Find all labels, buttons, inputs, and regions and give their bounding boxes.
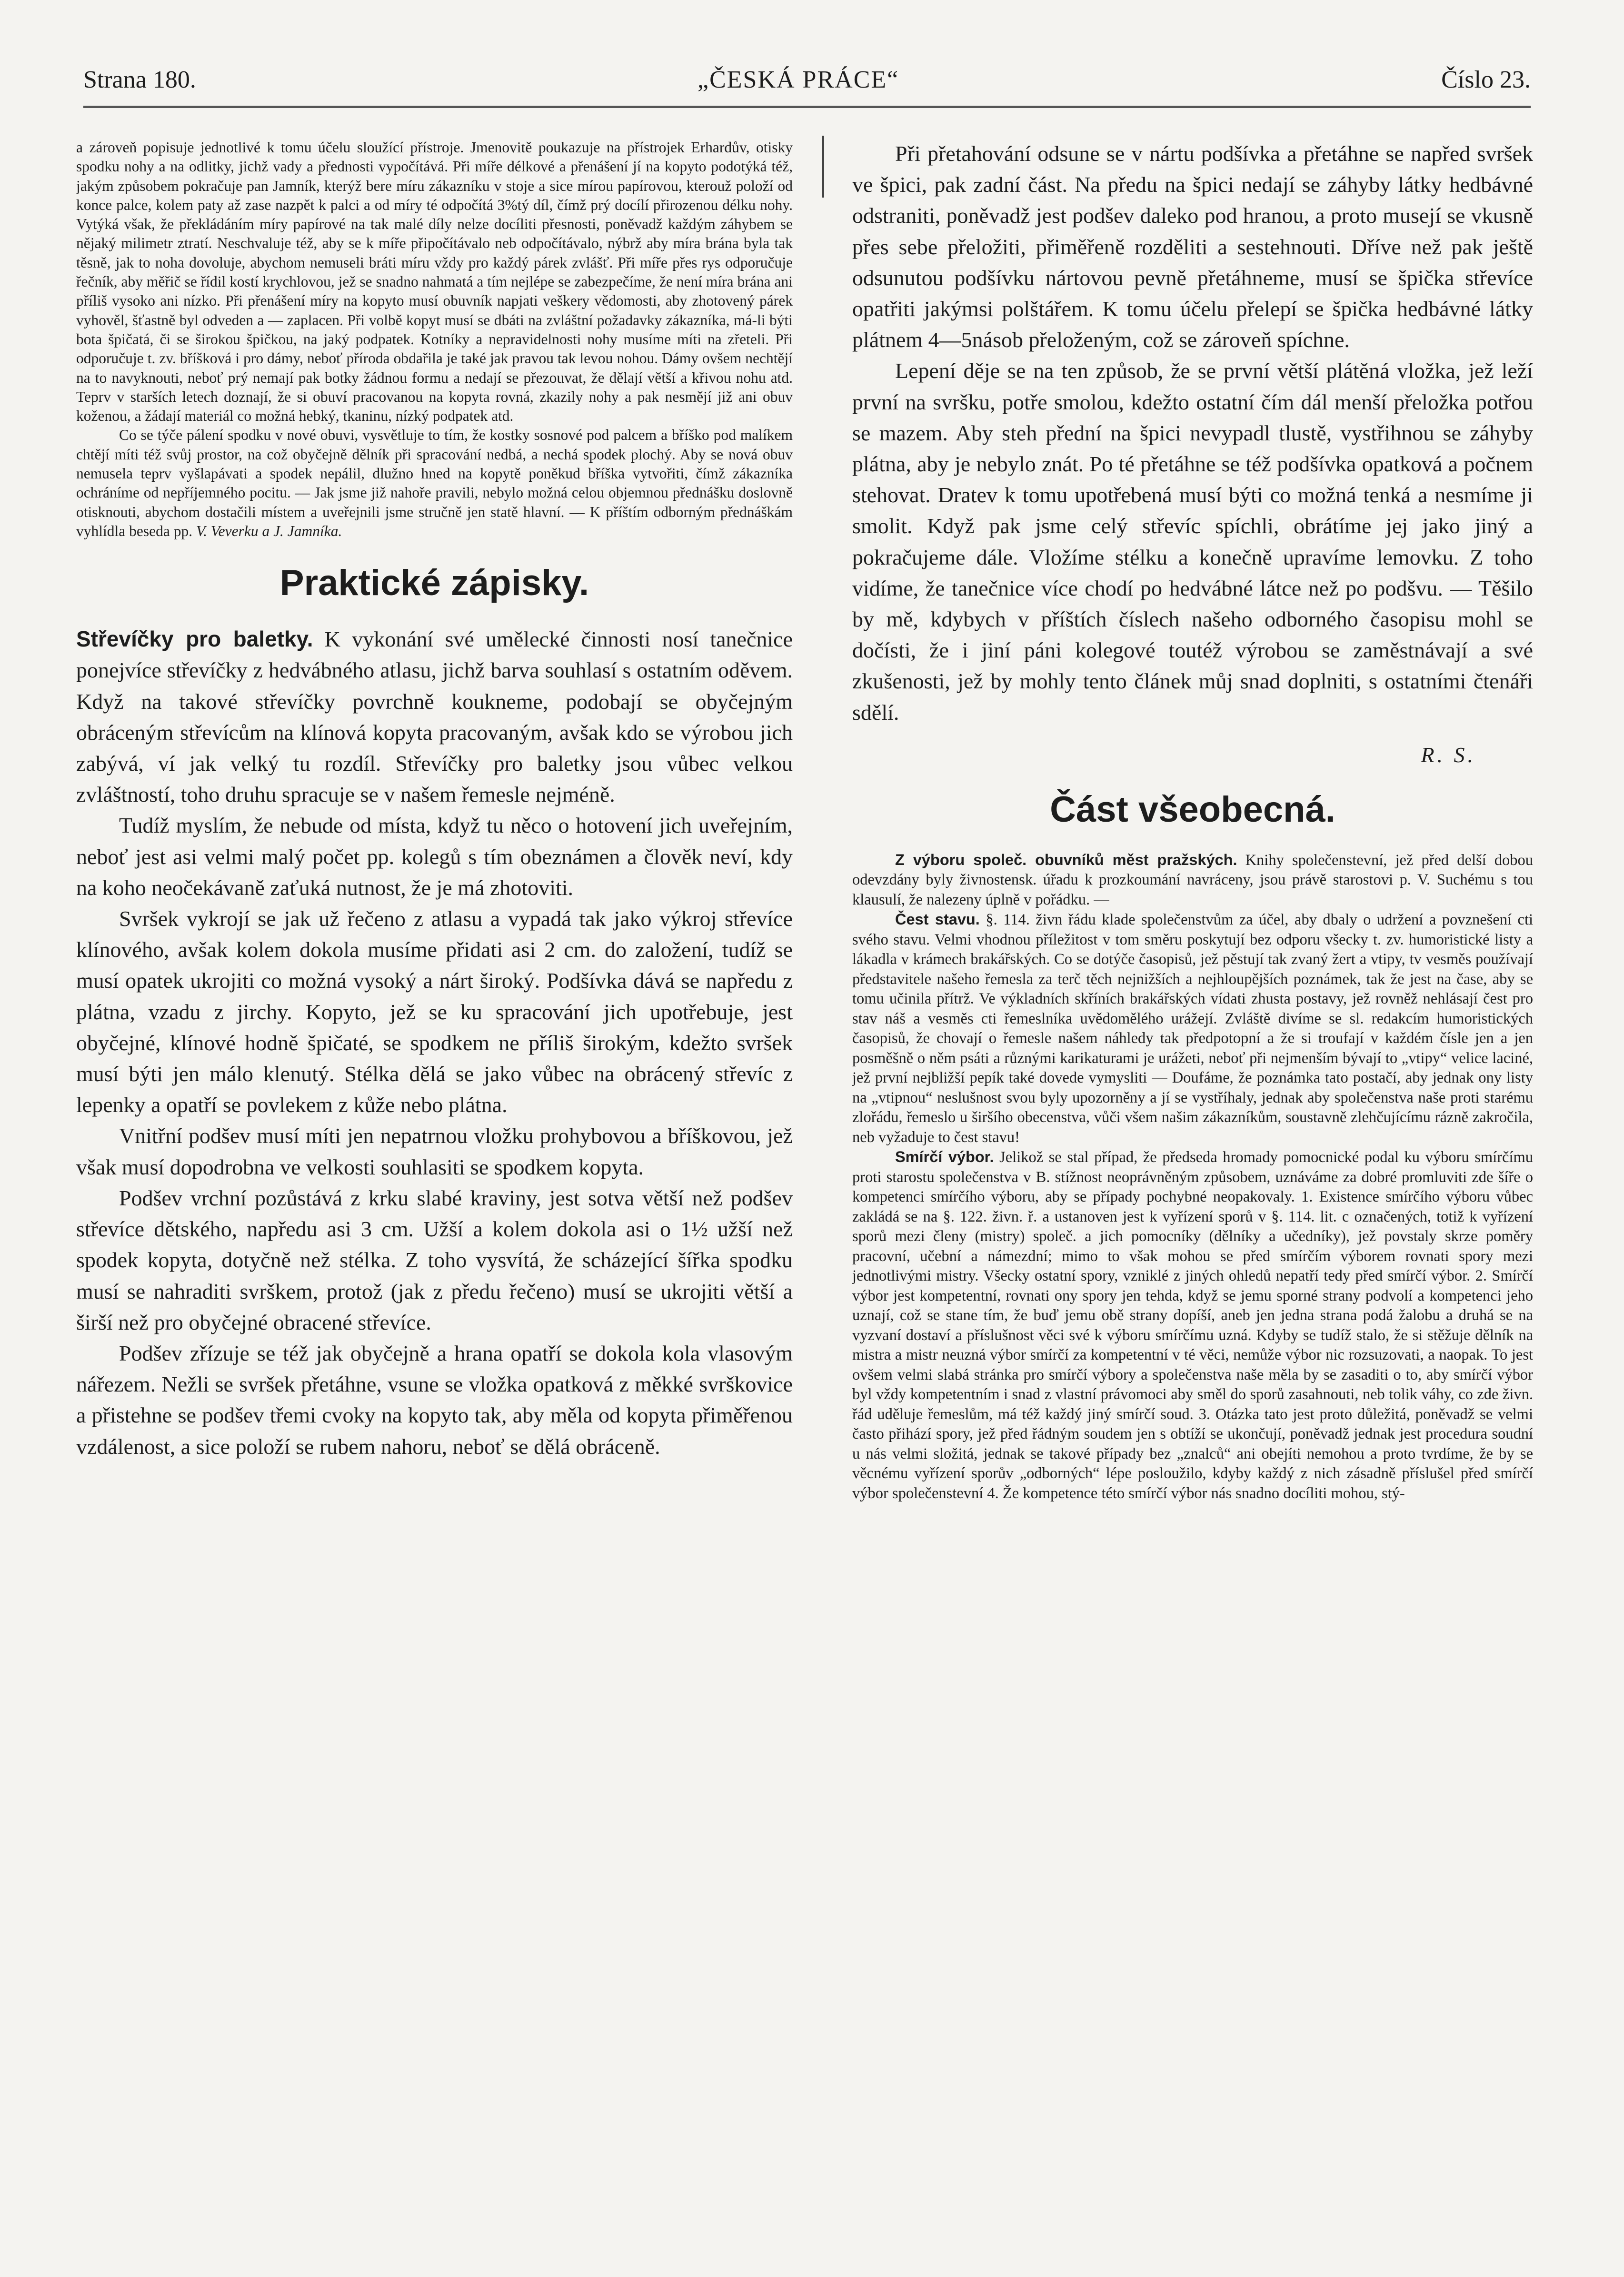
- article-paragraph: Tudíž myslím, že nebude od místa, když tu něco o hotovení jich uveřejním, neboť jest asi velmi malý počet pp. kolegů s tím obeznámen a člověk neví, kdy na koho neočekávaně zaťuká nutnost, že je má zhotoviti.: [76, 813, 793, 900]
- right-column: [852, 138, 1533, 2248]
- lecturer-names: V. Veverku a J. Jamníka.: [196, 522, 342, 539]
- news-item-text: Jelikož se stal případ, že předseda hromady pomocnické podal ku výboru smírčímu proti starostu společenstva v B. stížnost neoprávněným způsobem, uznáváme za dobré promluviti zde šíře o kompetenci smírčího výboru, aby se případy pochybné neopakovaly. 1. Existence smírčího výboru vůbec zakládá se na §. 122. živn. ř. a ustanoven jest k vyřízení sporů v §. 114. lit. c označených, totiž k vyřízení sporů mezi členy (mistry) společ. a jich pomocníky (dělníky a učedníky), jež povstaly skrze poměry pracovní, učební a námezdní; mimo to však mohou se před smírčím výborem rovnati spory mezi jednotlivými mistry. Všecky ostatní spory, vzniklé z jiných ohledů nepatří tedy před smírčí výbor. 2. Smírčí výbor jest kompetentní, rovnati ony spory jen tehda, když se jemu sporné strany podvolí a kompetenci jeho uznají, což se stane tím, že buď jemu obě strany dopíší, aneb jen jedna strana podá žalobu a druhá se na vyzvaní dostaví a příslušnost věci své k výboru smírčímu uzná. Kdyby se tudíž stalo, že si stěžuje dělník na mistra a mistr neuzná výbor smírčí za kompetentní v té věci, nemůže výbor nic rozsuzovati, a naopak. To jest ovšem velmi slabá stránka pro smírčí výbory a společenstva naše měla by se zasaditi o to, aby smírčí výbor byl vždy kompetentním i snad z vlastní právomoci aby směl do sporů zasahnouti, neb tolik váhy, co zde živn. řád uděluje řemeslům, má též každý jiný smírčí soud. 3. Otázka tato jest proto důležitá, poněvadž se velmi často přihází spory, jež před řádným soudem jen s obtíží se ukončují, poněvadž jednak jest procedura soudní u nás velmi složitá, jednak se takové případy bez „znalců“ ani obejíti nemohou a proto tvrdíme, že by se věcnému vyřízení sporův „odborných“ lépe posloužilo, kdyby každý z nich zásadně příslušel před smírčí výbor společenstevní 4. Že kompetence této smírčí výbor nás snadno docíliti mohou, stý-: [852, 1149, 1533, 1502]
- lecture-report: [76, 138, 793, 541]
- lecture-paragraph: [76, 426, 793, 541]
- article-paragraph: Podšev zřízuje se též jak obyčejně a hrana opatří se dokola kola vlasovým nářezem. Nežli se svršek přetáhne, vsune se vložka opatková z měkké svrškovice a přistehne se podšev třemi cvoky na kopyto tak, aby měla od kopyta přiměřenou vzdálenost, a sice položí se rubem nahoru, neboť se dělá obráceně.: [76, 1341, 793, 1459]
- header-rule: [83, 106, 1531, 108]
- article-subtitle: Střevíčky pro baletky.: [76, 626, 313, 652]
- article-ballet-shoes: [76, 624, 793, 1462]
- page-number: Strana 180.: [83, 66, 196, 93]
- news-item: [852, 910, 1533, 1147]
- news-item: [852, 1147, 1533, 1503]
- article-paragraph: Podšev vrchní pozůstává z krku slabé kraviny, jest sotva větší než podšev střevíce dětského, napředu asi 3 cm. Užší a kolem dokola asi o 1½ užší než spodek kopyta, dotyčně než stélka. Z toho vysvítá, že scházející šířka spodku musí se nahraditi svrškem, protož (jak z předu řečeno) musí se ukrojiti větší a širší než pro obyčejné obracené střevíce.: [76, 1185, 793, 1334]
- column-rule: [822, 136, 824, 198]
- news-item-text: Knihy společenstevní, jež před delší dobou odevzdány byly živnostensk. úřadu k prozkoumání navráceny, jsou právě starostovi p. V. Suchému s tou klausulí, že nalezeny úplně v pořádku. —: [852, 851, 1533, 908]
- article-paragraph: Při přetahování odsune se v nártu podšívka a přetáhne se napřed svršek ve špici, pak zadní část. Na předu na špici nedají se záhyby látky hedbávné odstraniti, poněvadž jest podšev daleko pod hranou, a proto musejí se vkusně přes sebe přeložiti, přiměřeně rozděliti a sestehnouti. Dříve než pak ještě odsunutou podšívku nártovou pevně přetáhneme, musí se špička střevíce opatřiti jakýmsi polštářem. K tomu účelu přelepí se špička hedbávné látky plátnem 4—5násob přeloženým, což se zároveň spíchne.: [852, 141, 1533, 352]
- article-paragraph: Svršek vykrojí se jak už řečeno z atlasu a vypadá tak jako výkroj střevíce klínového, avšak kolem dokola musíme přidati asi 2 cm. do založení, tudíž se musí opatek ukrojiti co možná vysoký a nárt široký. Podšívka dává se napředu z plátna, vzadu z jirchy. Kopyto, jež se ku spracování jich upotřebuje, jest obyčejné, klínové hodně špičaté, se spodkem ne příliš širokým, kdežto svršek musí býti jen málo klenutý. Stélka dělá se jako vůbec na obrácený střevíc z lepenky a opatří se povlekem z kůže nebo plátna.: [76, 906, 793, 1117]
- author-signature: R. S.: [1421, 742, 1476, 767]
- page-header: [83, 66, 1531, 99]
- article-lead: [76, 624, 793, 810]
- general-news: [852, 850, 1533, 1504]
- article-paragraph: Vnitřní podšev musí míti jen nepatrnou vložku prohybovou a bříškovou, jež však musí dopodrobna ve velkosti souhlasiti se spodkem kopyta.: [76, 1124, 793, 1179]
- news-item-title: Z výboru společ. obuvníků měst pražských.: [895, 851, 1237, 868]
- masthead-title: „ČESKÁ PRÁCE“: [697, 66, 899, 93]
- lecture-paragraph: a zároveň popisuje jednotlivé k tomu účelu sloužící přístroje. Jmenovitě poukazuje na přístrojek Erhardův, otisky spodku nohy a na odlitky, jichž vady a přednosti vypočítává. Při míře délkové a přenášení jí na kopyto podotýká též, jakým způsobem pokračuje pan Jamník, kterýž bere míru zákazníku v stoje a sice mírou papírovou, kterouž položí od konce palce, kolem paty až zase nazpět k palci a od míry té odpočítá 3%tý díl, čímž prý docílí přirozenou délku nohy. Vytýká však, že překládáním míry papírové na tak malé díly nelze docíliti přesnosti, poněvadž každým záhybem se nějaký milimetr ztratí. Neschvaluje též, aby se k míře připočítávalo neb odpočítávalo, nýbrž aby míra brána byla tak těsně, jak to noha dovoluje, abychom nemuseli bráti míru vždy pro každý párek zvlášť. Při míře přes rys odporučuje řečník, aby měřič se řídil kostí krychlovou, jež se snadno nahmatá a tím nejlépe se zabezpečíme, že není míra brána ani příliš vysoko ani nízko. Při přenášení míry na kopyto musí obuvník napjati veškery vědomosti, aby zhotovený párek vyhověl, šťastně byl odveden a — zaplacen. Při volbě kopyt musí se dbáti na zvláštní požadavky zákazníka, má-li býti bota špičatá, či se širokou špičkou, na jaký podpatek. Kotníky a nepravidelnosti nohy musíme míti na zřeteli. Při odporučuje t. zv. bříšková i pro dámy, neboť příroda obdařila je také jak pravou tak levou nohou. Dámy ovšem nechtějí na to navyknouti, neboť prý nemají pak botky žádnou formu a nedají se přezouvat, že dělají větší a křivou nohu atd. Teprv v starších letech doznají, že si obuví pracovanou na kopyta rovná, zkazily nohy a pak nesmějí již ani obuv koženou, a žádají materiál co možná hebký, tkaninu, nízký podpatek atd.: [76, 139, 793, 425]
- news-item-text: §. 114. živn řádu klade společenstvům za účel, aby dbaly o udržení a povznešení cti svého stavu. Velmi vhodnou příležitost v tom směru poskytují bez odporu všecky t. zv. humoristické listy a lákadla v krámech brakářských. Co se dotýče časopisů, jež pěstují tak zvaný žert a vtipy, tv vesměs používají představitele našeho řemesla za terč těch nejnižších a nejhloupějších poznámek, tak že jest na čase, aby se tomu učinila přítrž. Ve výkladních skříních brakářských vídati zhusta postavy, jež rovněž nehlásají čest pro stav náš a vesměs cti řemeslníka uvědomělého urážejí. Zvláště divíme se sl. redakcím humoristických časopisů, že chovají o řemesle našem náhledy tak předpotopní a že si troufají v každém čísle jen a jen posměšně o něm psáti a různými karikaturami je urážeti, neboť při nejmenším bývají to „vtipy“ velice laciné, jež první nejbližší pepík také dovede vymysliti — Doufáme, že poznámka tato postačí, aby jednak ony listy na „vtipnou“ neslušnost svou byly upozorněny a jí se vystříhaly, jednak aby společenstva naše proti starému zlořádu, řemeslo u širšího obecenstva, vůči všem našim zákazníkům, soustavně zlehčujícímu rázně zakročila, neb vyžaduje to čest stavu!: [852, 911, 1533, 1146]
- news-item: [852, 850, 1533, 910]
- section-title-general: Část všeobecná.: [1050, 789, 1335, 830]
- issue-number: Číslo 23.: [1441, 66, 1531, 93]
- section-title-practical: Praktické zápisky.: [279, 563, 589, 604]
- news-item-title: Smírčí výbor.: [895, 1148, 994, 1166]
- lecture-paragraph-text: Co se týče pálení spodku v nové obuvi, vysvětluje to tím, že kostky sosnové pod palcem a bříško pod malíkem chtějí míti též svůj prostor, na což obyčejně dělník při spracování nedbá, a nechá spodek plochý. Aby se nová obuv nemusela teprv vyšlapávati a spodek nepálil, dlužno hned na kopytě poněkud bříška vytvořiti, čímž zákazníka ochráníme od nepříjemného pocitu. — Jak jsme již nahoře pravili, nebylo možná celou objemnou přednášku doslovně otisknouti, abychom dostačili místem a uveřejnili jsme stručně jen statě hlavní. — K příštím odborným přednáškám vyhlídla beseda pp.: [76, 427, 793, 539]
- article-paragraph: Lepení děje se na ten způsob, že se první větší plátěná vložka, jež leží první na svršku, potře smolou, kdežto ostatní čím dál menší přeložka potřou se mazem. Aby steh přední na špici nevypadl tlustě, vystřihnou se záhyby plátna, aby je nebylo znát. Po té přetáhne se též podšívka opatková a počnem stehovat. Dratev k tomu upotřebená musí býti co možná tenká a nesmíme ji smolit. Když pak jsme celý střevíc spíchli, obrátíme jej jako jiný a pokračujeme dále. Vložíme stélku a konečně upravíme lemovku. Z toho vidíme, že tanečnice více chodí po hedvábné látce než po podšvu. — Těšilo by mě, kdybych v příštích číslech našeho odborného časopisu mohl se dočísti, že i jiní páni kolegové toutéž výrobou se zaměstnávají a své zkušenosti, jež by mohly tento článek můj snad doplniti, s ostatními čtenáři sdělí.: [852, 358, 1533, 725]
- left-column: [76, 138, 793, 2248]
- news-item-title: Čest stavu.: [895, 911, 980, 928]
- article-continuation: [852, 138, 1533, 728]
- article-lead-text: K vykonání své umělecké činnosti nosí tanečnice ponejvíce střevíčky z hedvábného atlasu, jichž barva souhlasí s ostatním oděvem. Když na takové střevíčky povrchně koukneme, podobají se obyčejným obráceným střevícům na klínová kopyta pracovaným, avšak kdo se výrobou jich zabývá, ví jak velký tu rozdíl. Střevíčky pro baletky jsou vůbec velkou zvláštností, toho druhu spracuje se v našem řemesle nejméně.: [76, 627, 793, 807]
